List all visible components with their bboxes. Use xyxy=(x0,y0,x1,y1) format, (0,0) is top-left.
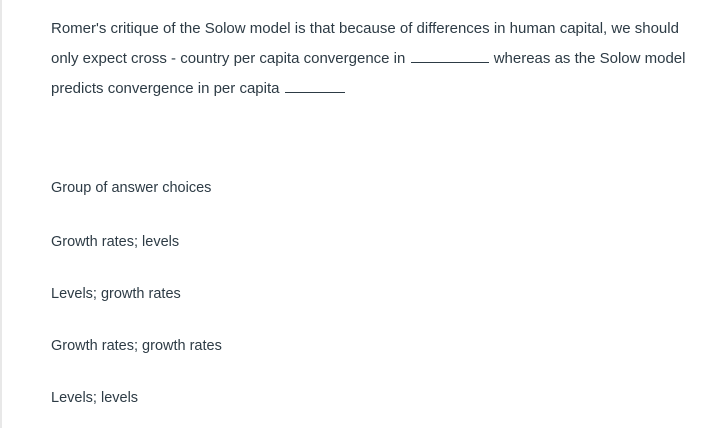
answer-option-1[interactable]: Growth rates; levels xyxy=(51,234,180,250)
blank-2 xyxy=(285,78,345,93)
question-line-1-text: Romer's critique of the Solow model is that because of differences in human capital, we should xyxy=(51,20,679,37)
question-line-2 xyxy=(51,44,701,74)
answer-option-4[interactable]: Levels; levels xyxy=(51,390,139,406)
blank-1 xyxy=(411,48,489,63)
question-line-2-text: only expect cross - country per capita convergence in xyxy=(51,50,406,67)
question-text xyxy=(51,14,701,104)
answer-option-2[interactable]: Levels; growth rates xyxy=(51,286,181,302)
question-line-1 xyxy=(51,14,701,44)
question-line-2-end-text: whereas as the Solow model xyxy=(493,50,686,67)
question-line-3-text: predicts convergence in per capita xyxy=(51,80,280,97)
answer-group-label: Group of answer choices xyxy=(51,180,212,196)
question-line-3 xyxy=(51,74,701,104)
left-border xyxy=(0,0,2,428)
answer-option-3[interactable]: Growth rates; growth rates xyxy=(51,338,222,354)
